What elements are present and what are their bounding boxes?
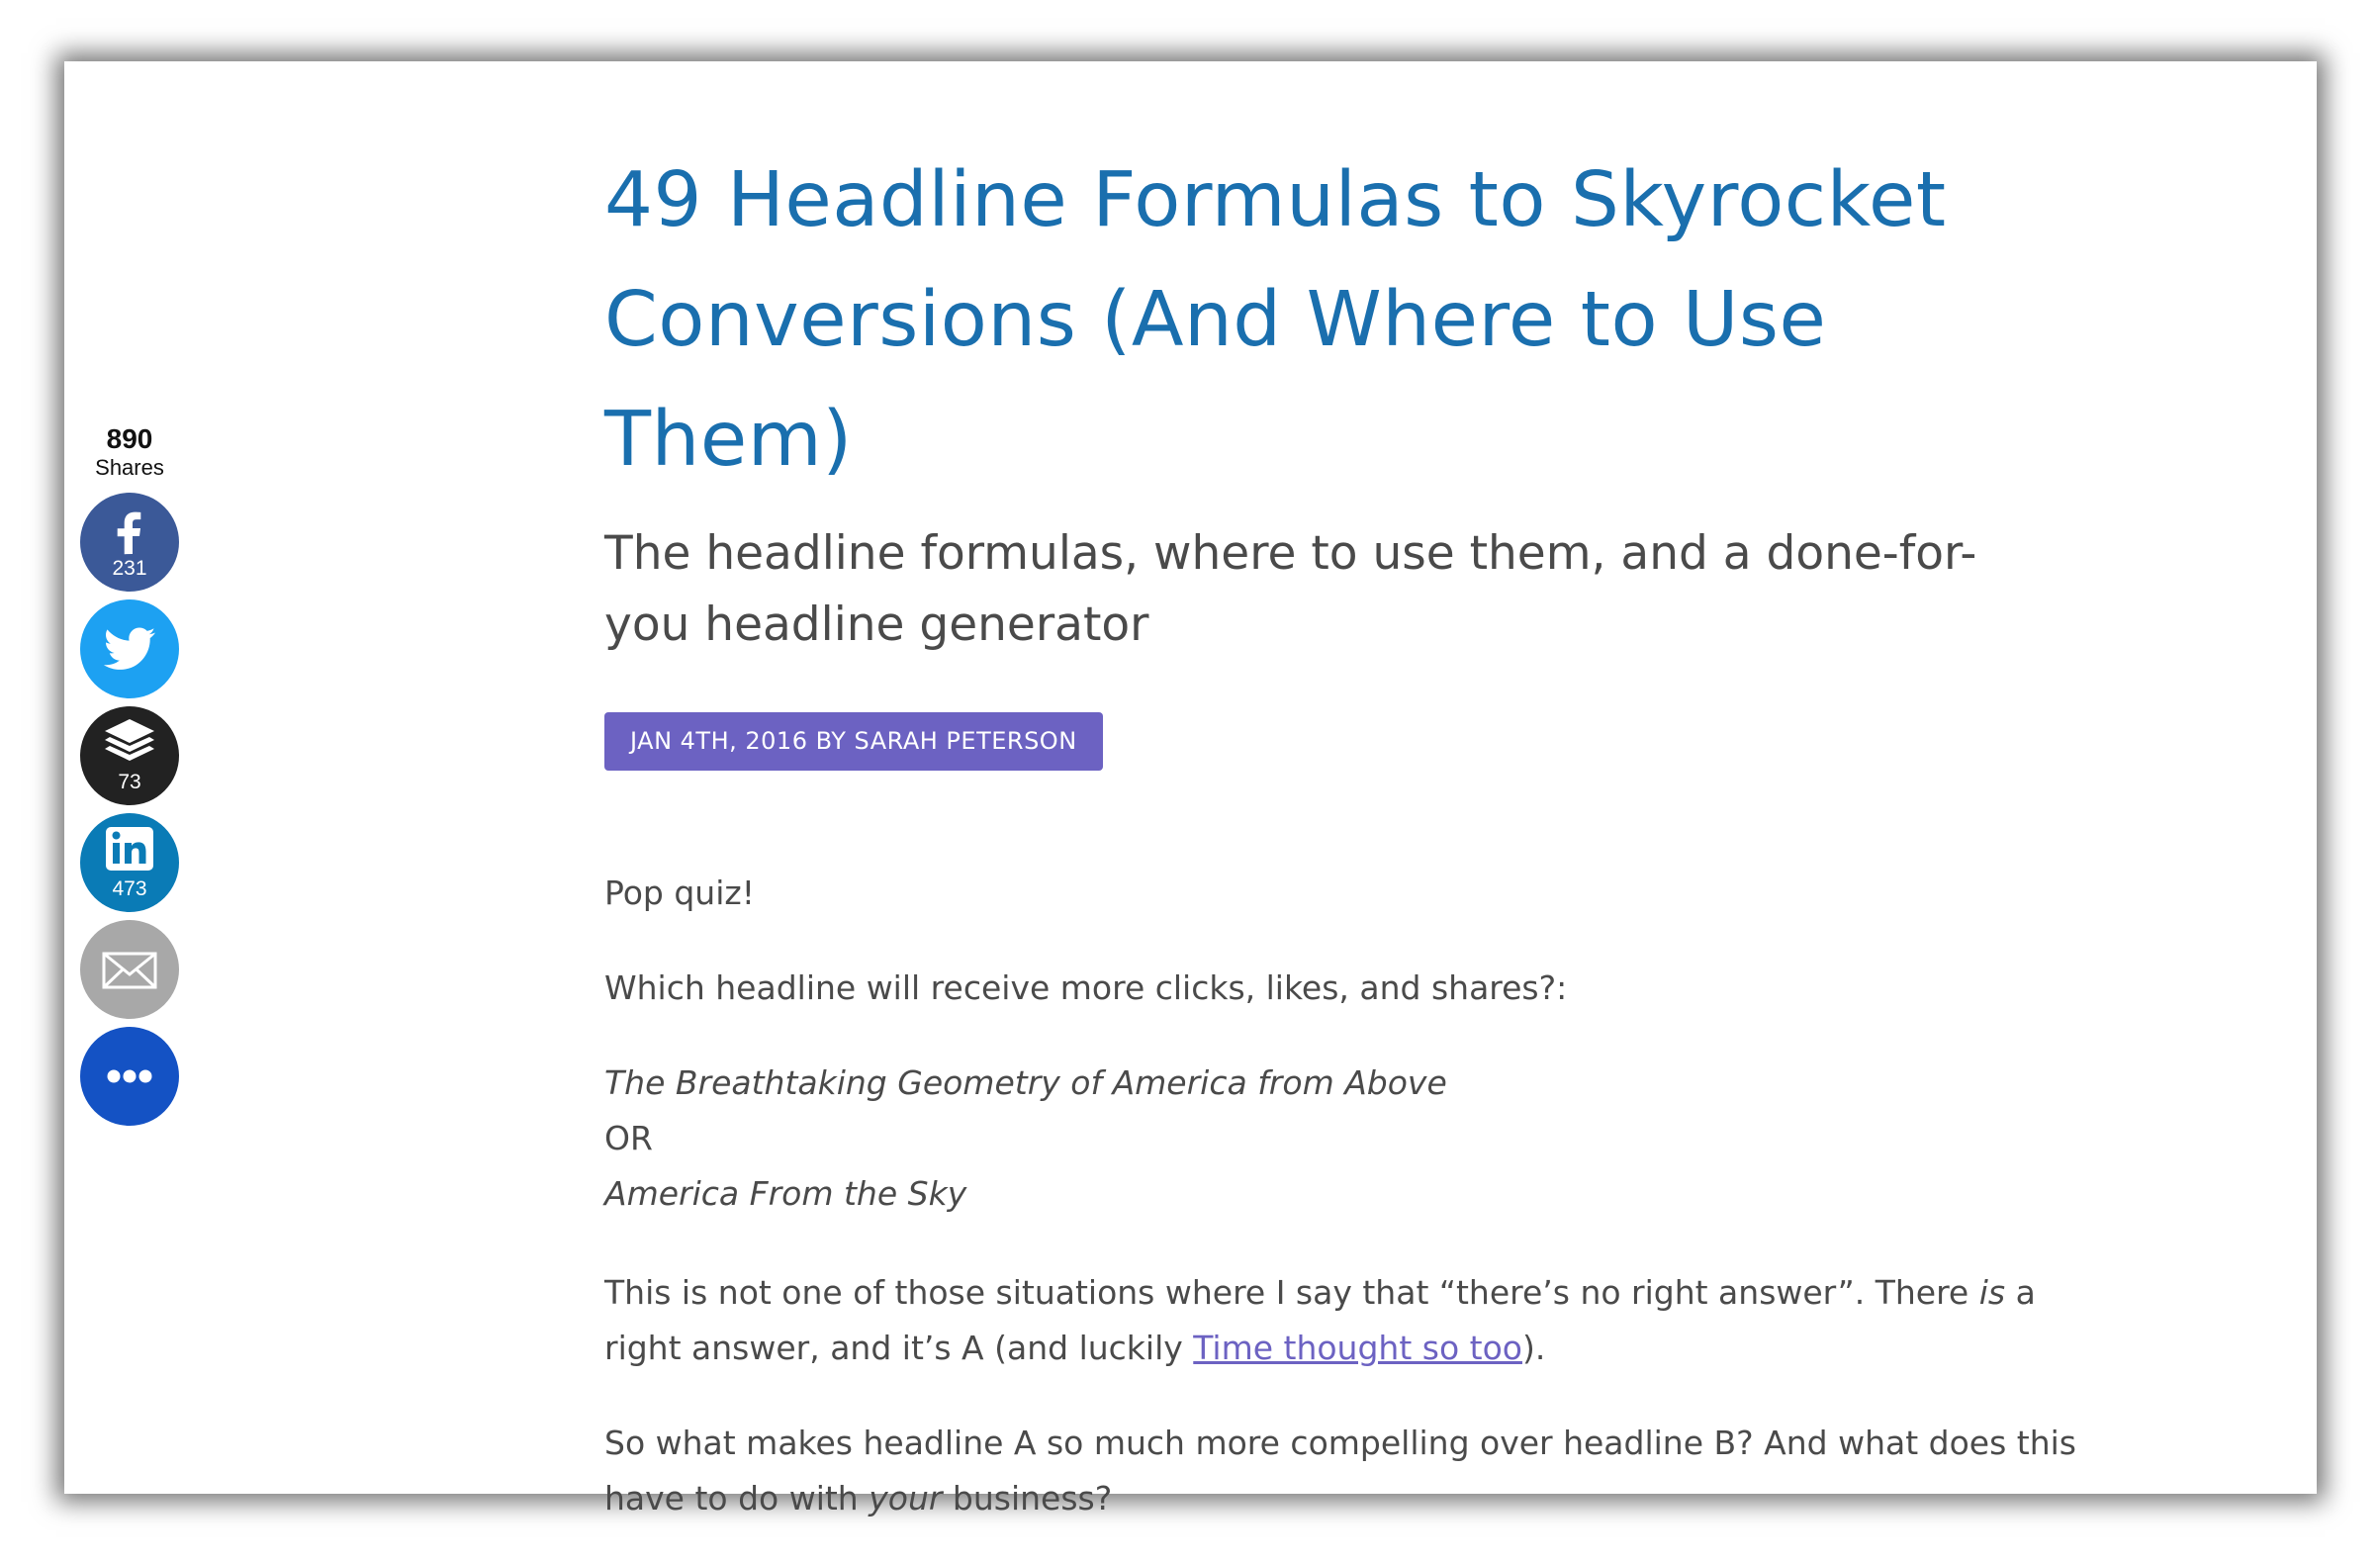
p4-emphasis: your <box>869 1479 943 1517</box>
p4-text-1: So what makes headline A so much more compelling over headline B? And what does this have to do with <box>604 1424 2076 1517</box>
linkedin-share-button[interactable] <box>80 813 179 912</box>
p3-emphasis: is <box>1978 1273 2006 1312</box>
page-frame <box>64 61 2317 1517</box>
p3-text-3: ). <box>1521 1329 1546 1367</box>
time-article-link[interactable]: Time thought so too <box>1193 1329 1522 1367</box>
linkedin-share-count: 473 <box>112 877 147 900</box>
paragraph-right-answer <box>604 1265 2078 1376</box>
more-icon <box>80 1027 179 1126</box>
email-icon <box>80 920 179 1019</box>
paragraph-pop-quiz: Pop quiz! <box>604 873 755 912</box>
article-meta-badge[interactable]: JAN 4TH, 2016 BY SARAH PETERSON <box>604 712 1103 771</box>
article-subtitle: The headline formulas, where to use them, and a done-for-you headline generator <box>604 526 1977 652</box>
headline-options <box>604 1056 2078 1222</box>
share-total-count: 890 <box>106 423 153 454</box>
more-share-button[interactable] <box>80 1027 179 1126</box>
headline-option-a: The Breathtaking Geometry of America from Above <box>604 1063 1447 1102</box>
buffer-share-count: 73 <box>118 771 141 793</box>
email-share-button[interactable] <box>80 920 179 1019</box>
headline-option-b: America From the Sky <box>604 1174 967 1213</box>
p3-text-2: a right answer, and it’s A (and luckily <box>604 1273 2036 1367</box>
share-total-label: Shares <box>95 455 164 480</box>
article-title: 49 Headline Formulas to Skyrocket Conversions (And Where to Use Them) <box>604 156 1947 484</box>
facebook-share-count: 231 <box>112 557 147 580</box>
p3-text-1: This is not one of those situations where I say that “there’s no right answer”. There <box>604 1273 1979 1312</box>
share-sidebar <box>80 423 179 900</box>
facebook-share-button[interactable] <box>80 493 179 592</box>
paragraph-question: Which headline will receive more clicks, likes, and shares?: <box>604 968 1568 1007</box>
twitter-share-button[interactable] <box>80 599 179 698</box>
share-total <box>80 423 179 481</box>
p4-text-2: business? <box>942 1479 1113 1517</box>
buffer-share-button[interactable] <box>80 706 179 805</box>
options-or: OR <box>604 1119 653 1157</box>
twitter-icon <box>80 599 179 698</box>
paragraph-compelling <box>604 1416 2078 1526</box>
